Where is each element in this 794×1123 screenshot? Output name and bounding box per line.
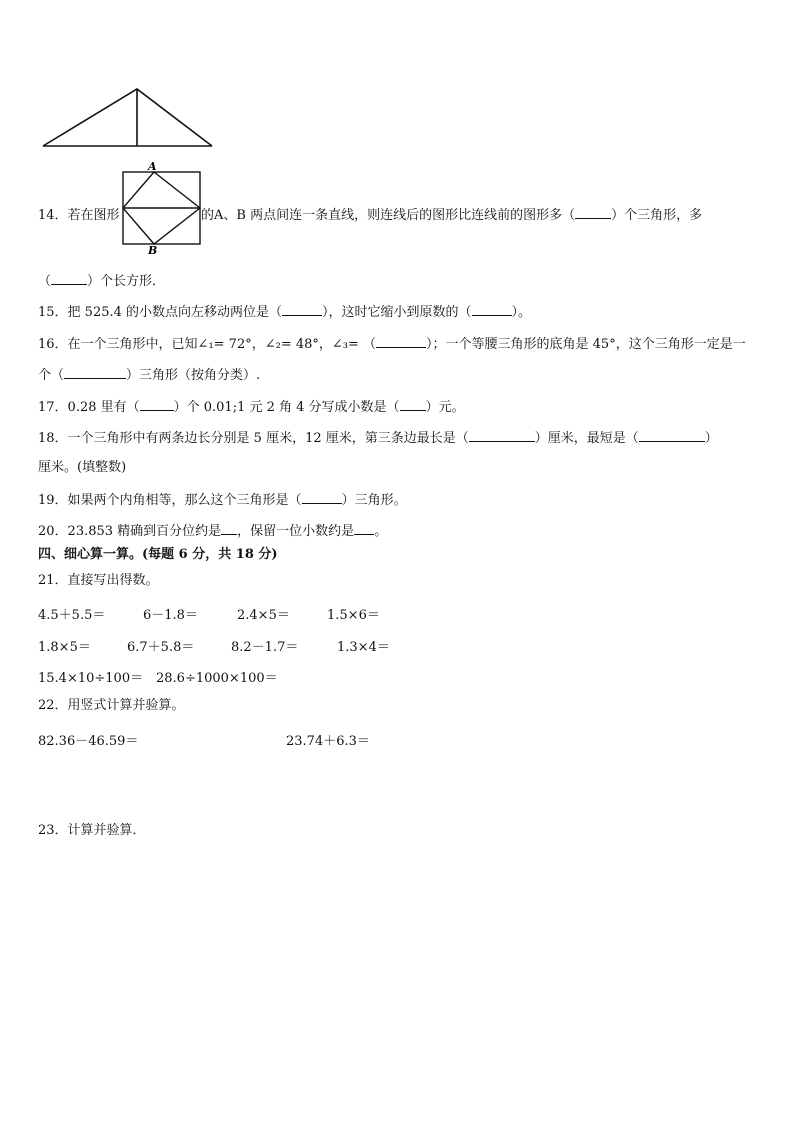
- q14-text-mid: ）个三角形，多: [611, 208, 703, 223]
- q19-number: 19．: [38, 493, 68, 508]
- q17-blank-2[interactable]: [400, 398, 426, 411]
- q15-text-3: ）。: [511, 305, 532, 320]
- q16-line2-a: 个（: [38, 368, 65, 383]
- q18-text-2: ）厘米，最短是（: [534, 431, 639, 446]
- q22-item-1: 82.36－46.59＝: [38, 734, 139, 749]
- q22-label: 22．用竖式计算并验算。: [38, 698, 185, 713]
- q16-blank-1[interactable]: [376, 335, 426, 348]
- q16-blank-2[interactable]: [64, 366, 126, 379]
- q17: [38, 398, 465, 416]
- q21-r2-c1: 1.8×5＝: [38, 640, 91, 655]
- q20-number: 20．: [38, 524, 68, 539]
- q14-blank-1[interactable]: [575, 206, 611, 219]
- q21-r1-c4: 1.5×6＝: [327, 608, 380, 623]
- q20: [38, 522, 387, 540]
- q17-text-1: 0.28 里有（: [67, 400, 140, 415]
- q16-line1: [38, 335, 746, 353]
- q21-r3-c1: 15.4×10÷100＝: [38, 671, 144, 686]
- section-4-title: 四、细心算一算。(每题 6 分，共 18 分): [38, 547, 278, 562]
- q14-text-after: 的A、B 两点间连一条直线，则连线后的图形比连线前的图形多（: [201, 208, 576, 223]
- q19-text-1: 如果两个内角相等，那么这个三角形是（: [67, 493, 302, 508]
- q15-text-1: 把 525.4 的小数点向左移动两位是（: [67, 305, 283, 320]
- q20-text-3: 。: [374, 524, 388, 539]
- q14-blank-2[interactable]: [51, 272, 87, 285]
- q20-blank-1[interactable]: [221, 522, 237, 535]
- triangle-figure: [40, 86, 220, 150]
- q18-text-3: ）: [704, 431, 718, 446]
- q17-text-3: ）元。: [425, 400, 465, 415]
- q21-r2-c2: 6.7＋5.8＝: [127, 640, 195, 655]
- q21-r2-c3: 8.2－1.7＝: [231, 640, 299, 655]
- figure-label-a: A: [148, 160, 157, 173]
- q18-blank-2[interactable]: [639, 429, 705, 442]
- triangle-outline: [43, 89, 212, 146]
- q15: [38, 303, 531, 321]
- q16-text-1: 在一个三角形中，已知∠₁= 72°，∠₂= 48°，∠₃= （: [67, 337, 377, 352]
- q16-line2: [38, 366, 260, 384]
- q21-r3-c2: 28.6÷1000×100＝: [156, 671, 278, 686]
- figure-label-b: B: [148, 244, 158, 257]
- q23-label: 23．计算并验算．: [38, 823, 146, 838]
- q15-text-2: ），这时它缩小到原数的（: [322, 305, 472, 320]
- q16-number: 16．: [38, 337, 68, 352]
- q16-line2-b: ）三角形（按角分类）.: [126, 368, 261, 383]
- q18-text-1: 一个三角形中有两条边长分别是 5 厘米，12 厘米，第三条边最长是（: [67, 431, 469, 446]
- q16-text-2: ）；一个等腰三角形的底角是 45°，这个三角形一定是一: [426, 337, 746, 352]
- q14-text-before: 若在图形: [67, 208, 120, 223]
- q15-blank-1[interactable]: [282, 303, 322, 316]
- q14-line1-right: [201, 204, 702, 223]
- rectangle-rhombus-figure: [121, 160, 203, 257]
- q15-blank-2[interactable]: [472, 303, 512, 316]
- q20-text-1: 23.853 精确到百分位约是: [67, 524, 222, 539]
- q21-r2-c4: 1.3×4＝: [337, 640, 390, 655]
- q21-r1-c3: 2.4×5＝: [237, 608, 290, 623]
- q17-number: 17．: [38, 400, 68, 415]
- q21-label: 21．直接写出得数。: [38, 573, 159, 588]
- q17-blank-1[interactable]: [140, 398, 174, 411]
- q14-line1-left: [38, 204, 120, 223]
- q22-item-2: 23.74＋6.3＝: [286, 734, 370, 749]
- q21-r1-c2: 6－1.8＝: [143, 608, 198, 623]
- q18-line2: [38, 460, 126, 476]
- q18-number: 18．: [38, 431, 68, 446]
- q19-blank[interactable]: [302, 491, 342, 504]
- q20-blank-2[interactable]: [354, 522, 374, 535]
- q18-line1: [38, 429, 718, 447]
- q21-r1-c1: 4.5＋5.5＝: [38, 608, 106, 623]
- q14-number: 14．: [38, 208, 68, 223]
- q18-line2-text: 厘米。(填整数): [38, 460, 127, 475]
- q15-number: 15．: [38, 305, 68, 320]
- q18-blank-1[interactable]: [469, 429, 535, 442]
- q14-line2-end: ）个长方形．: [87, 274, 166, 289]
- q20-text-2: ，保留一位小数约是: [237, 524, 355, 539]
- q14-line2: [38, 272, 165, 290]
- q19: [38, 491, 407, 509]
- q14-open: （: [38, 274, 52, 289]
- q17-text-2: ）个 0.01;1 元 2 角 4 分写成小数是（: [173, 400, 400, 415]
- q19-text-2: ）三角形。: [341, 493, 407, 508]
